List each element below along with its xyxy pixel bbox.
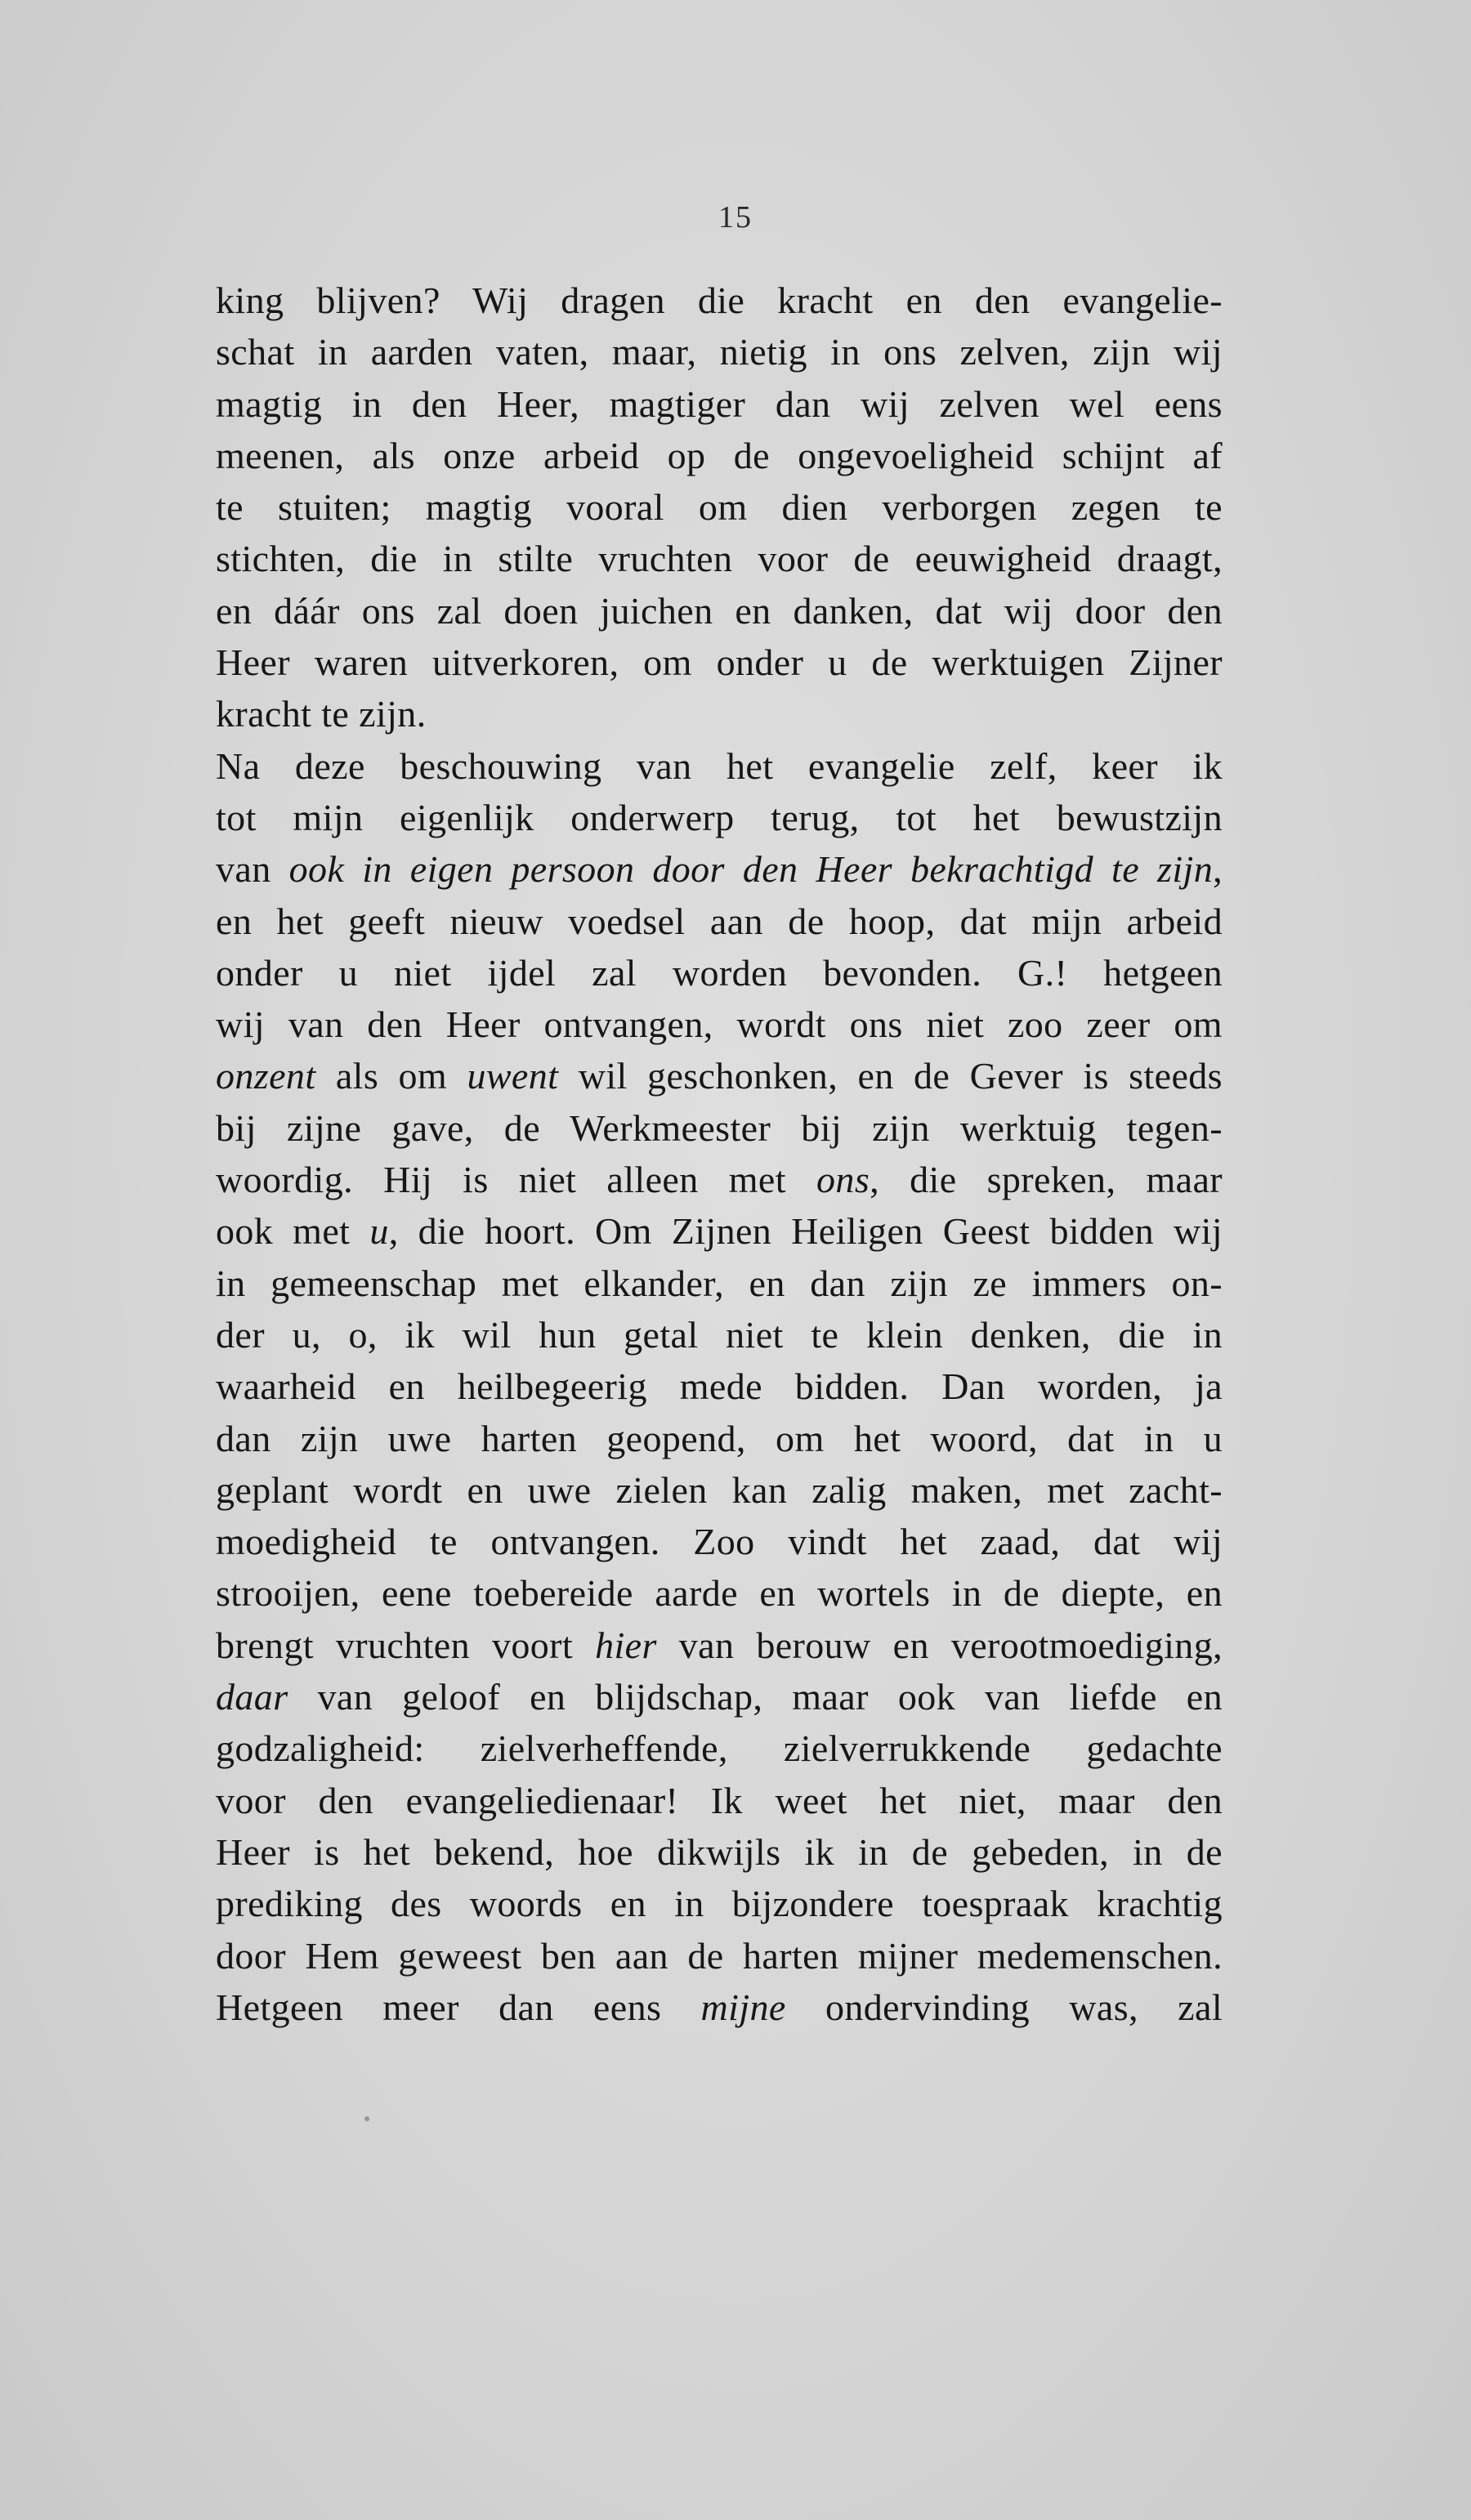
italic-text: u: [369, 1210, 389, 1253]
text-span: strooijen, eene toebereide aarde en wortels in de diepte, en: [216, 1572, 1223, 1615]
text-line: [216, 1775, 1223, 1826]
text-line: [216, 1878, 1223, 1929]
text-line: [216, 1154, 1223, 1205]
text-span: geplant wordt en uwe zielen kan zalig maken, met zacht-: [216, 1468, 1223, 1511]
text-line: [216, 688, 1223, 739]
text-span: Heer is het bekend, hoe dikwijls ik in de gebeden, in de: [216, 1830, 1223, 1873]
text-span: Na deze beschouwing van het evangelie zelf, keer ik: [216, 744, 1223, 787]
italic-text: daar: [216, 1676, 288, 1718]
text-line: [216, 792, 1223, 843]
text-line: [216, 1722, 1223, 1774]
text-span: wil geschonken, en de Gever is steeds: [558, 1055, 1223, 1097]
text-span: dan zijn uwe harten geopend, om het woord, dat in u: [216, 1417, 1223, 1459]
text-line: [216, 326, 1223, 378]
italic-text: uwent: [467, 1055, 559, 1097]
text-line: [216, 1413, 1223, 1464]
text-span: van berouw en verootmoediging,: [656, 1624, 1223, 1666]
text-line: [216, 947, 1223, 999]
text-span: waarheid en heilbegeerig mede bidden. Dan worden, ja: [216, 1365, 1223, 1408]
text-line: [216, 1567, 1223, 1619]
text-span: in gemeenschap met elkander, en dan zijn ze immers on-: [216, 1262, 1223, 1304]
text-line: [216, 533, 1223, 584]
text-span: voor den evangeliedienaar! Ik weet het niet, maar den: [216, 1779, 1223, 1821]
text-line: [216, 1309, 1223, 1361]
text-line: [216, 378, 1223, 430]
text-span: stichten, die in stilte vruchten voor de eeuwigheid draagt,: [216, 538, 1223, 580]
text-span: ook met: [216, 1210, 370, 1253]
text-span: , die hoort. Om Zijnen Heiligen Geest bidden wij: [388, 1210, 1223, 1253]
text-line: [216, 1671, 1223, 1722]
text-span: , die spreken, maar: [870, 1159, 1223, 1201]
italic-text: hier: [595, 1624, 657, 1666]
text-span: als om: [315, 1055, 467, 1097]
text-span: onder u niet ijdel zal worden bevonden. G.! hetgeen: [216, 951, 1223, 994]
text-line: [216, 585, 1223, 637]
text-span: ,: [1213, 848, 1223, 891]
text-span: ondervinding was, zal: [785, 1986, 1223, 2028]
body-text: [216, 275, 1223, 2033]
text-line: [216, 1982, 1223, 2033]
text-span: kracht te zijn.: [216, 693, 427, 735]
text-span: brengt vruchten voort: [216, 1624, 596, 1666]
text-span: te stuiten; magtig vooral om dien verborgen zegen te: [216, 486, 1223, 529]
text-line: [216, 1620, 1223, 1671]
italic-text: ons: [816, 1159, 870, 1201]
text-span: der u, o, ik wil hun getal niet te klein denken, die in: [216, 1313, 1223, 1356]
text-span: woordig. Hij is niet alleen met: [216, 1159, 817, 1201]
italic-text: onzent: [216, 1055, 316, 1097]
text-line: [216, 1205, 1223, 1257]
page-number: 15: [718, 200, 753, 235]
text-span: bij zijne gave, de Werkmeester bij zijn werktuig tegen-: [216, 1106, 1223, 1149]
text-span: door Hem geweest ben aan de harten mijner medemenschen.: [216, 1934, 1223, 1977]
text-line: [216, 1464, 1223, 1516]
text-span: tot mijn eigenlijk onderwerp terug, tot het bewustzijn: [216, 796, 1223, 838]
text-span: Heer waren uitverkoren, om onder u de werktuigen Zijner: [216, 641, 1223, 684]
text-line: [216, 999, 1223, 1050]
text-line: [216, 1102, 1223, 1154]
text-span: wij van den Heer ontvangen, wordt ons niet zoo zeer om: [216, 1003, 1223, 1046]
text-line: [216, 1050, 1223, 1101]
text-line: [216, 430, 1223, 481]
text-span: meenen, als onze arbeid op de ongevoeligheid schijnt af: [216, 434, 1223, 476]
text-line: [216, 843, 1223, 895]
text-span: van geloof en blijdschap, maar ook van liefde en: [288, 1676, 1223, 1718]
text-line: [216, 1361, 1223, 1412]
text-span: en dáár ons zal doen juichen en danken, dat wij door den: [216, 589, 1223, 632]
text-line: [216, 481, 1223, 533]
text-span: godzaligheid: zielverheffende, zielverrukkende gedachte: [216, 1727, 1223, 1770]
italic-text: ook in eigen persoon door den Heer bekrachtigd te zijn: [288, 848, 1214, 891]
text-span: prediking des woords en in bijzondere toespraak krachtig: [216, 1883, 1223, 1925]
text-line: [216, 896, 1223, 947]
text-line: [216, 637, 1223, 688]
text-span: moedigheid te ontvangen. Zoo vindt het zaad, dat wij: [216, 1521, 1223, 1563]
text-line: [216, 1930, 1223, 1982]
text-line: [216, 740, 1223, 792]
text-line: [216, 1516, 1223, 1567]
italic-text: mijne: [700, 1986, 786, 2028]
text-line: [216, 1826, 1223, 1878]
paper-speck: [364, 2116, 369, 2121]
text-span: en het geeft nieuw voedsel aan de hoop, dat mijn arbeid: [216, 900, 1223, 942]
text-span: schat in aarden vaten, maar, nietig in ons zelven, zijn wij: [216, 331, 1223, 373]
text-span: van: [216, 848, 289, 891]
text-span: Hetgeen meer dan eens: [216, 1986, 701, 2028]
text-span: magtig in den Heer, magtiger dan wij zelven wel eens: [216, 382, 1223, 425]
text-span: king blijven? Wij dragen die kracht en den evangelie-: [216, 279, 1223, 321]
text-line: [216, 275, 1223, 326]
text-line: [216, 1258, 1223, 1309]
